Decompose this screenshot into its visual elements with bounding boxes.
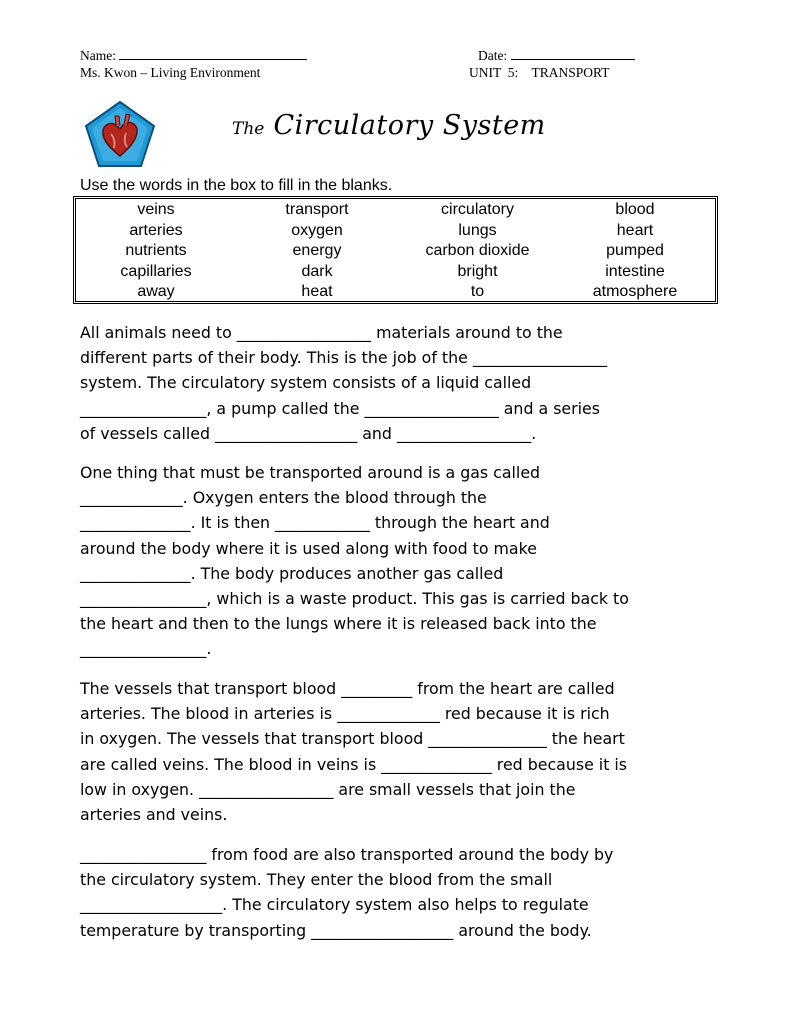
date-field[interactable]	[478, 47, 635, 64]
word-bank-row	[78, 241, 715, 262]
word-bank-word: to	[470, 283, 485, 301]
title-prefix: The	[232, 119, 265, 139]
paragraph-line: the heart and then to the lungs where it is released back into the	[80, 614, 597, 634]
paragraph-line: ________________.	[80, 639, 212, 659]
paragraph-line: _____________. Oxygen enters the blood through the	[80, 488, 487, 508]
word-bank-word: veins	[137, 201, 175, 218]
paragraph-3	[80, 676, 730, 827]
word-bank-word: nutrients	[125, 242, 187, 260]
paragraph-line: __________________. The circulatory system also helps to regulate	[80, 895, 589, 915]
word-bank-table	[78, 200, 715, 303]
paragraph-line: arteries. The blood in arteries is _____________ red because it is rich	[80, 704, 610, 724]
word-bank-word: atmosphere	[592, 283, 678, 301]
word-bank-word: blood	[615, 201, 655, 218]
unit-label: UNIT 5: TRANSPORT	[469, 65, 610, 80]
word-bank-row	[78, 221, 715, 242]
word-bank-word: energy	[292, 242, 342, 260]
instructions: Use the words in the box to fill in the blanks.	[80, 177, 393, 194]
word-bank-word: heart	[616, 221, 654, 239]
word-bank-word: oxygen	[291, 221, 343, 239]
word-bank-word: pumped	[606, 242, 664, 260]
date-label: Date:	[478, 48, 508, 63]
heart-pentagon-icon	[84, 100, 156, 168]
date-blank[interactable]	[511, 47, 635, 60]
word-bank-word: carbon dioxide	[425, 242, 530, 260]
paragraph-line: All animals need to _________________ materials around to the	[80, 323, 563, 342]
word-bank-word: heat	[301, 283, 333, 301]
teacher-course: Ms. Kwon – Living Environment	[80, 65, 261, 80]
word-bank-word: capillaries	[120, 262, 192, 280]
word-bank-row	[78, 262, 715, 283]
paragraph-line: the circulatory system. They enter the blood from the small	[80, 870, 553, 890]
paragraph-line: ______________. The body produces another gas called	[80, 563, 504, 583]
word-bank-word: circulatory	[441, 201, 514, 218]
paragraph-line: around the body where it is used along with food to make	[80, 538, 537, 558]
paragraph-line: in oxygen. The vessels that transport blood _______________ the heart	[80, 729, 625, 749]
title-main: Circulatory System	[273, 110, 546, 141]
word-bank-word: intestine	[605, 262, 665, 280]
paragraph-line: ________________, which is a waste product. This gas is carried back to	[80, 588, 629, 608]
paragraph-line: different parts of their body. This is the job of the _________________	[80, 348, 608, 368]
paragraph-line: low in oxygen. _________________ are small vessels that join the	[80, 779, 576, 799]
word-bank-word: arteries	[129, 221, 183, 239]
word-bank-row	[78, 200, 715, 221]
word-bank-word: away	[137, 283, 175, 301]
word-bank-box	[73, 196, 718, 304]
paragraph-line: ________________ from food are also transported around the body by	[80, 845, 614, 864]
word-bank-word: transport	[285, 201, 349, 218]
name-blank[interactable]	[119, 47, 307, 60]
paragraph-line: temperature by transporting __________________ around the body.	[80, 920, 592, 940]
page-title	[232, 110, 546, 141]
paragraph-line: of vessels called __________________ and _________________.	[80, 423, 537, 443]
paragraph-line: One thing that must be transported around is a gas called	[80, 463, 541, 482]
paragraph-line: system. The circulatory system consists of a liquid called	[80, 373, 532, 393]
paragraph-line: ______________. It is then ____________ through the heart and	[80, 513, 550, 533]
paragraph-line: are called veins. The blood in veins is ______________ red because it is	[80, 754, 628, 774]
paragraph-line: The vessels that transport blood _________ from the heart are called	[80, 679, 615, 698]
word-bank-word: bright	[457, 262, 498, 280]
paragraph-line: ________________, a pump called the _________________ and a series	[80, 398, 600, 418]
paragraph-4	[80, 842, 730, 943]
paragraph-2	[80, 460, 730, 662]
paragraph-1	[80, 320, 730, 446]
name-field[interactable]	[80, 47, 307, 64]
paragraph-line: arteries and veins.	[80, 804, 228, 824]
word-bank-row	[78, 282, 715, 303]
word-bank-word: lungs	[458, 221, 497, 239]
word-bank-word: dark	[301, 262, 333, 280]
name-label: Name:	[80, 48, 116, 63]
